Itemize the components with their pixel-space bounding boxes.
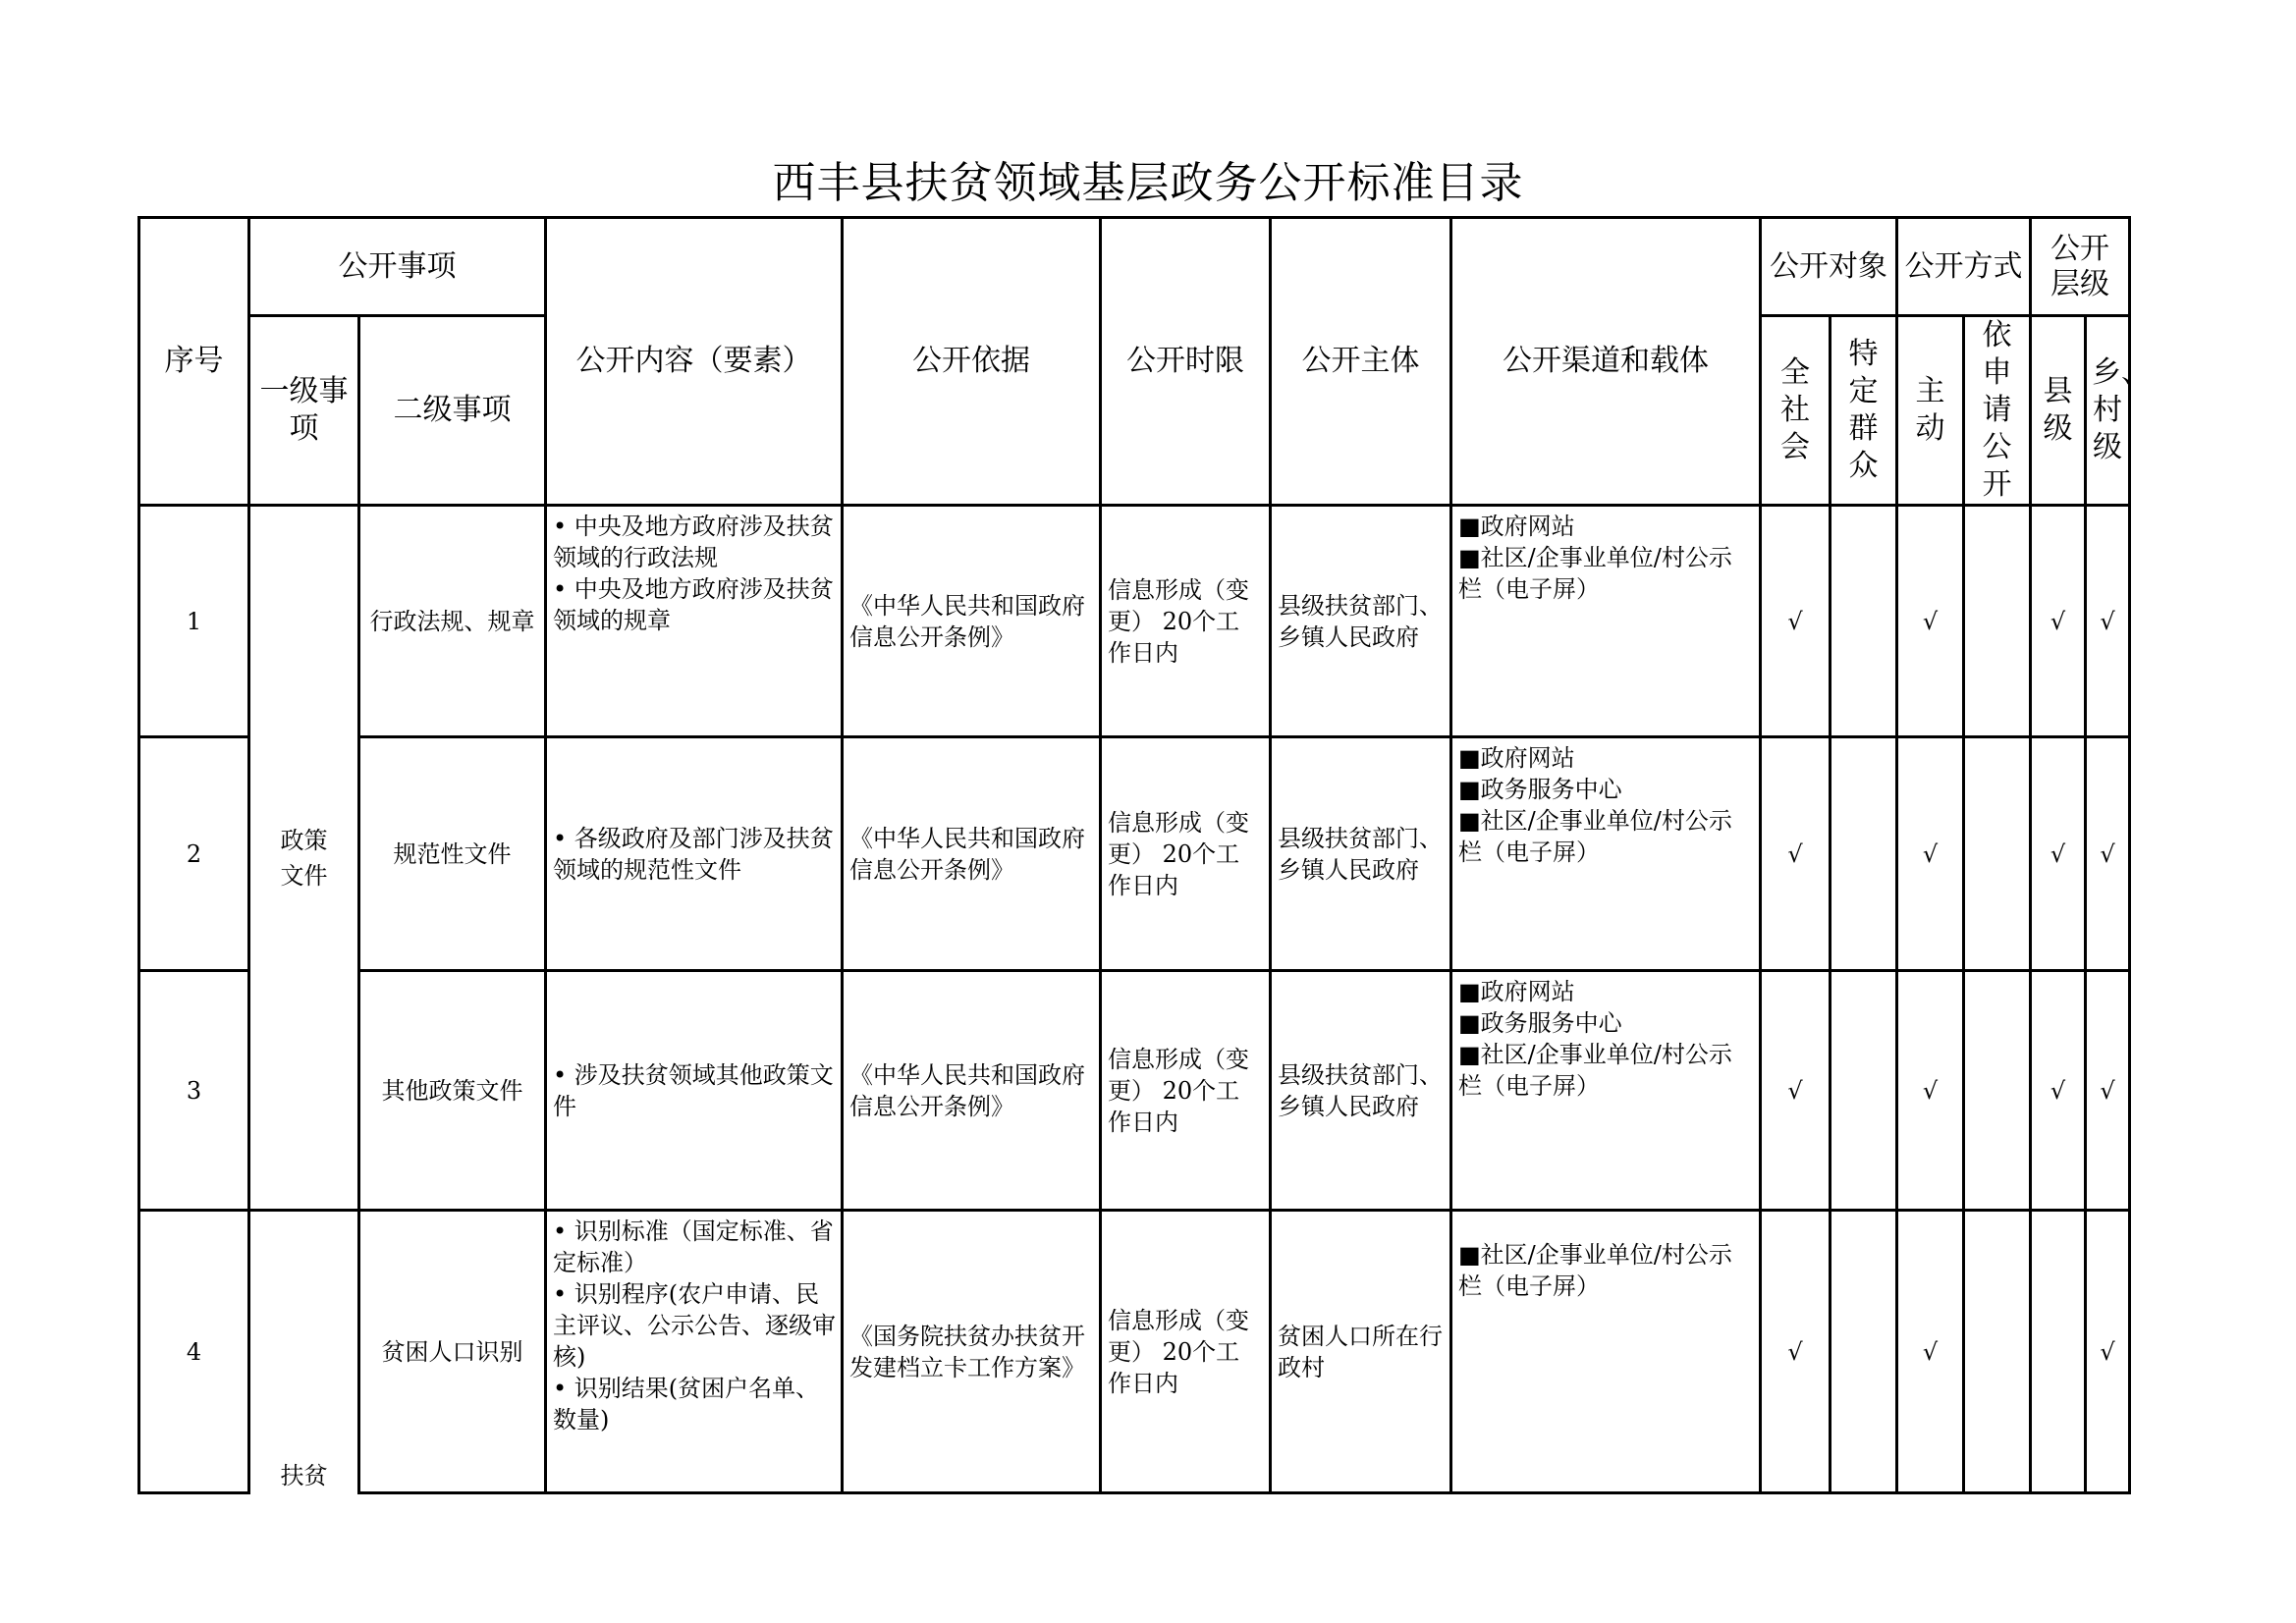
row-basis: 《中华人民共和国政府信息公开条例》: [843, 737, 1101, 971]
row-time-limit: 信息形成（变更） 20个工作日内: [1101, 737, 1271, 971]
check-method-request: [1964, 971, 2031, 1211]
row-content: [546, 737, 843, 971]
row-seq: 3: [139, 971, 249, 1211]
channel-line: ■政务服务中心: [1458, 776, 1622, 803]
row-seq: 4: [139, 1211, 249, 1493]
channel-line: ■政府网站: [1458, 978, 1575, 1005]
check-method-request: [1964, 506, 2031, 737]
channel-line: ■社区/企事业单位/村公示栏（电子屏）: [1458, 1241, 1732, 1300]
row-subject: 县级扶贫部门、乡镇人民政府: [1271, 737, 1451, 971]
row-basis: 《国务院扶贫办扶贫开发建档立卡工作方案》: [843, 1211, 1101, 1493]
row-content: [546, 1211, 843, 1493]
check-level-village: √: [2086, 971, 2130, 1211]
check-level-village: √: [2086, 737, 2130, 971]
row-basis: 《中华人民共和国政府信息公开条例》: [843, 971, 1101, 1211]
header-row-1: [139, 218, 2130, 316]
header-level-village: [2086, 316, 2151, 506]
header-level-group: [2031, 218, 2130, 316]
row-channel: [1451, 506, 1761, 737]
header-basis: 公开依据: [843, 218, 1101, 506]
content-line: • 中央及地方政府涉及扶贫领域的规章: [553, 575, 834, 634]
header-content: 公开内容（要素）: [546, 218, 843, 506]
header-items-group: 公开事项: [249, 218, 546, 316]
check-method-request: [1964, 737, 2031, 971]
row-subject: 县级扶贫部门、乡镇人民政府: [1271, 971, 1451, 1211]
header-target-group: 公开对象: [1761, 218, 1897, 316]
check-method-active: √: [1897, 506, 1964, 737]
header-method-request-text: 依申请公开: [1982, 318, 2012, 502]
check-target-all: √: [1761, 737, 1831, 971]
header-level1: [249, 316, 359, 506]
check-target-all: √: [1761, 971, 1831, 1211]
header-method-request: [1964, 316, 2031, 506]
header-target-all-text: 全社会: [1780, 355, 1810, 464]
row-level2: 规范性文件: [359, 737, 546, 971]
check-target-specific: [1831, 737, 1897, 971]
content-line: • 识别程序(农户申请、民主评议、公示公告、逐级审核): [553, 1280, 836, 1371]
row-seq: 1: [139, 506, 249, 737]
channel-line: ■政府网站: [1458, 744, 1575, 772]
content-line: • 识别标准（国定标准、省定标准）: [553, 1217, 834, 1276]
row-level2: 其他政策文件: [359, 971, 546, 1211]
check-target-specific: [1831, 971, 1897, 1211]
channel-line: ■社区/企事业单位/村公示栏（电子屏）: [1458, 544, 1732, 603]
header-level-village-text: 乡、村级: [2092, 355, 2151, 464]
check-target-specific: [1831, 1211, 1897, 1493]
check-method-active: √: [1897, 1211, 1964, 1493]
check-target-all: √: [1761, 506, 1831, 737]
row-basis: 《中华人民共和国政府信息公开条例》: [843, 506, 1101, 737]
header-target-specific: [1831, 316, 1897, 506]
row-channel: [1451, 971, 1761, 1211]
level1-policy-text: 政策文件: [280, 826, 328, 890]
header-time-limit: 公开时限: [1101, 218, 1271, 506]
table-row: [139, 1211, 2130, 1493]
header-channel: 公开渠道和载体: [1451, 218, 1761, 506]
channel-line: ■政府网站: [1458, 513, 1575, 540]
check-method-request: [1964, 1211, 2031, 1493]
row-channel: [1451, 737, 1761, 971]
header-method-group: 公开方式: [1897, 218, 2031, 316]
content-line: • 中央及地方政府涉及扶贫领域的行政法规: [553, 513, 834, 571]
row-content: [546, 506, 843, 737]
check-level-county: [2031, 1211, 2086, 1493]
row-channel: [1451, 1211, 1761, 1493]
row-seq: 2: [139, 737, 249, 971]
check-target-specific: [1831, 506, 1897, 737]
header-method-active: [1897, 316, 1964, 506]
check-level-village: √: [2086, 506, 2130, 737]
header-level-county: [2031, 316, 2086, 506]
channel-line: ■社区/企事业单位/村公示栏（电子屏）: [1458, 1041, 1732, 1100]
row-content: [546, 971, 843, 1211]
header-target-specific-text: 特定群众: [1848, 337, 1879, 483]
check-method-active: √: [1897, 971, 1964, 1211]
content-line: • 涉及扶贫领域其他政策文件: [553, 1060, 834, 1120]
level1-policy: [249, 506, 359, 1211]
disclosure-catalog-table: [137, 216, 2151, 1494]
table-row: [139, 971, 2130, 1211]
header-subject: 公开主体: [1271, 218, 1451, 506]
table-row: [139, 737, 2130, 971]
check-level-village: √: [2086, 1211, 2130, 1493]
check-method-active: √: [1897, 737, 1964, 971]
level1-poverty: [249, 1211, 359, 1493]
header-method-active-text: 主动: [1915, 374, 1945, 446]
level1-poverty-text: 扶贫: [280, 1461, 328, 1489]
page-title: 西丰县扶贫领域基层政务公开标准目录: [772, 158, 1524, 208]
header-level1-text: 一级事项: [259, 374, 349, 446]
header-target-all: [1761, 316, 1831, 506]
channel-line: ■社区/企事业单位/村公示栏（电子屏）: [1458, 807, 1732, 866]
header-level2: 二级事项: [359, 316, 546, 506]
content-line: • 识别结果(贫困户名单、数量): [553, 1375, 820, 1434]
check-target-all: √: [1761, 1211, 1831, 1493]
row-time-limit: 信息形成（变更） 20个工作日内: [1101, 506, 1271, 737]
check-level-county: √: [2031, 971, 2086, 1211]
check-level-county: √: [2031, 506, 2086, 737]
header-seq: 序号: [139, 218, 249, 506]
table-row: [139, 506, 2130, 737]
channel-line: ■政务服务中心: [1458, 1009, 1622, 1037]
content-line: • 各级政府及部门涉及扶贫领域的规范性文件: [553, 824, 834, 884]
row-time-limit: 信息形成（变更） 20个工作日内: [1101, 971, 1271, 1211]
row-subject: 贫困人口所在行政村: [1271, 1211, 1451, 1493]
header-level-group-text: 公开层级: [2050, 231, 2109, 301]
row-level2: 行政法规、规章: [359, 506, 546, 737]
row-time-limit: 信息形成（变更） 20个工作日内: [1101, 1211, 1271, 1493]
row-level2: 贫困人口识别: [359, 1211, 546, 1493]
header-level-county-text: 县级: [2043, 374, 2073, 446]
check-level-county: √: [2031, 737, 2086, 971]
row-subject: 县级扶贫部门、乡镇人民政府: [1271, 506, 1451, 737]
